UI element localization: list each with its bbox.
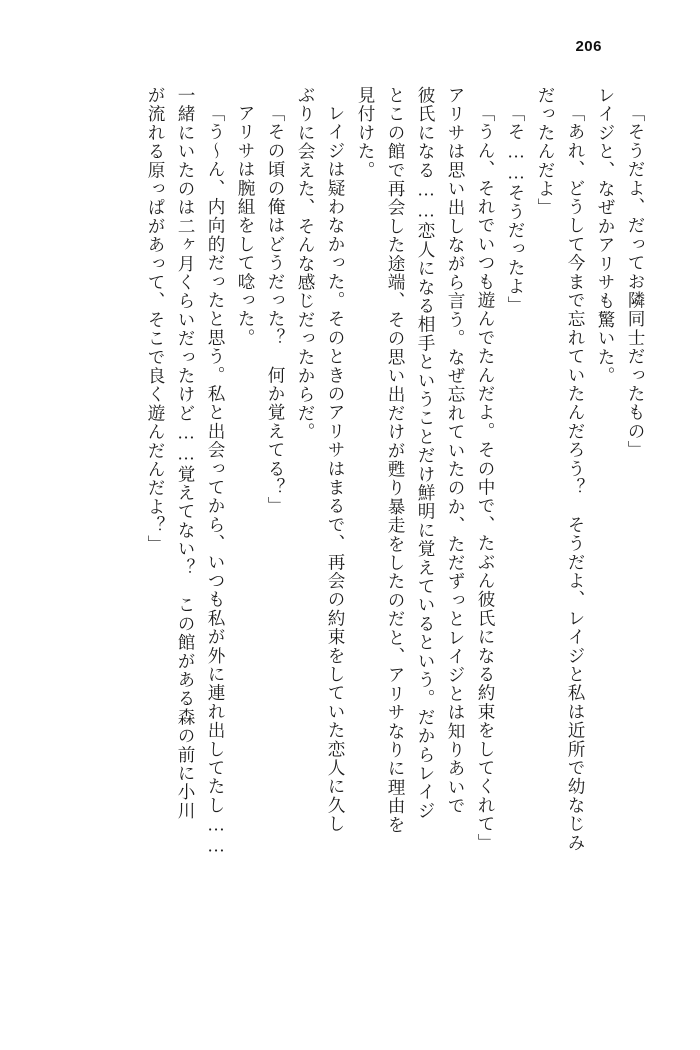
text-column: とこの館で再会した途端、その思い出だけが甦り暴走をしたのだと、アリサなりに理由を	[386, 86, 406, 834]
text-column: 「その頃の俺はどうだった？ 何か覚えてる？」	[266, 104, 286, 516]
text-column: 見付けた。	[356, 86, 376, 180]
vertical-text-block	[56, 86, 644, 1006]
text-column: レイジは疑わなかった。そのときのアリサはまるで、再会の約束をしていた恋人に久し	[326, 104, 346, 834]
text-column: 「う～ん、内向的だったと思う。私と出会ってから、いつも私が外に連れ出してたし……	[206, 104, 226, 857]
text-column: 一緒にいたのは二ヶ月くらいだったけど……覚えてない？ この館がある森の前に小川	[176, 86, 196, 821]
text-column: 「そ……そうだったよ」	[506, 104, 526, 315]
text-column: 「そうだよ、だってお隣同士だったもの」	[626, 104, 646, 460]
text-column: 「あれ、どうして今まで忘れていたんだろう？ そうだよ、レイジと私は近所で幼なじみ	[566, 104, 586, 852]
text-column: 彼氏になる……恋人になる相手ということだけ鮮明に覚えているという。だからレイジ	[416, 86, 436, 821]
text-column: 「うん、それでいつも遊んでたんだよ。その中で、たぶん彼氏になる約束をしてくれて」	[476, 104, 496, 852]
text-column: が流れる原っぱがあって、そこで良く遊んだんだよ？」	[146, 86, 166, 554]
text-column: アリサは腕組をして唸った。	[236, 104, 256, 348]
text-column: ぶりに会えた、そんな感じだったからだ。	[296, 86, 316, 442]
text-column: レイジと、なぜかアリサも驚いた。	[596, 86, 616, 386]
page-number: 206	[575, 38, 602, 55]
text-column: アリサは思い出しながら言う。なぜ忘れていたのか、ただずっとレイジとは知りあいで	[446, 86, 466, 816]
text-column: だったんだよ」	[536, 86, 556, 217]
